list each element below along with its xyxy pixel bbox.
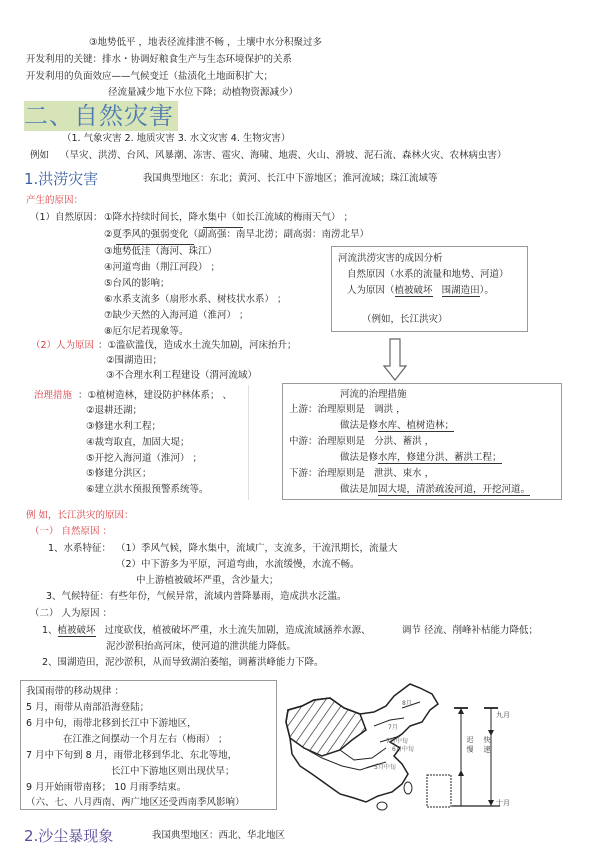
map-label-slow: 迟 慢	[466, 736, 474, 753]
causes-label: 产生的原因：	[26, 195, 84, 206]
rain-belt-line: 在江淮之间摆动一个月左右（梅雨） ；	[63, 734, 228, 745]
map-label-sep: 九月	[496, 711, 510, 719]
map-label-fast: 快 速	[483, 736, 491, 753]
rain-belt-line: 6 月中旬，雨带北移到长江中下游地区，	[26, 718, 197, 729]
yangtze-title: 例 如，长江洪灾的原因：	[26, 510, 134, 521]
yangtze-natural-label: （一） 自然原因 ：	[30, 526, 113, 537]
sandstorm-typical-regions: 我国典型地区：西北、华北地区	[152, 830, 286, 841]
rain-belt-line: 5 月，雨带从南部沿海登陆；	[26, 702, 150, 713]
rain-belt-line: （六、七、八月西南、两广地区还受西南季风影响）	[26, 797, 245, 808]
disaster-categories: （1. 气象灾害 2. 地质灾害 3. 水文灾害 4. 生物灾害）	[62, 133, 291, 144]
analysis-example: （例如，长江洪灾）	[362, 314, 448, 325]
map-label-aug: 8月	[402, 700, 412, 707]
divider	[248, 385, 249, 500]
human-causes-label: （2）人为原因	[31, 340, 95, 351]
rain-belt-line: 9 月开始雨带南移； 10 月雨季结束。	[26, 782, 187, 793]
upper-reach: 上游：治理原则是 调洪 ，	[289, 404, 406, 415]
natural-causes-label: （1）自然原因：	[30, 212, 103, 223]
underline	[203, 227, 243, 228]
intro-line: 开发利用的关键：排水・协调好粮食生产与生态环境保护的关系	[26, 54, 293, 65]
analysis-title: 河流洪涝灾害的成因分析	[338, 253, 443, 264]
map-label-jun-mid: 6月中旬	[392, 746, 414, 753]
upper-method: 做法是修水库、植树造林；	[340, 420, 455, 431]
measure-item: ⑥建立洪水预报预警系统等。	[86, 484, 209, 495]
rain-belt-map	[282, 678, 532, 813]
natural-cause-item: ②夏季风的强弱变化（副高强：南旱北涝；副高弱：南涝北旱）	[104, 229, 370, 240]
measure-item: ②退耕还湖；	[86, 405, 143, 416]
human-factor-1: 1、植被破坏 过度砍伐，植被破坏严重，水土流失加剧，造成流域涵养水源、	[42, 625, 371, 636]
flood-cause-analysis-box	[331, 246, 528, 332]
map-label-jul-mid: 7月中旬	[386, 738, 408, 745]
natural-cause-item: ①降水持续时间长，降水集中（如长江流域的梅雨天气） ；	[104, 212, 354, 223]
human-factor-1-line2: 泥沙淤积抬高河床，使河道的泄洪能力降低。	[106, 641, 297, 652]
analysis-human: 人为原因（植被破坏 围湖造田）。	[347, 285, 494, 296]
intro-line: ③地势低平 ，地表径流排泄不畅 ，土壤中水分积聚过多	[89, 37, 323, 48]
measures-label: 治理措施	[34, 390, 73, 401]
lower-method: 做法是加固大堤，清淤疏浚河道，开挖河道。	[340, 484, 531, 495]
middle-method: 做法是修水库，修建分洪、蓄洪工程；	[340, 452, 502, 463]
human-factor-2: 2、围湖造田，泥沙淤积，从而导致湖泊萎缩，调蓄洪峰能力下降。	[42, 657, 324, 668]
analysis-natural: 自然原因（水系的流量和地势、河道）	[347, 269, 509, 280]
intro-line: 径流量减少地下水位下降；动植物资源减少）	[108, 87, 299, 98]
middle-reach: 中游：治理原则是 分洪、蓄洪 ，	[289, 436, 435, 447]
human-factor-1-tail: 调节 径流、削峰补枯能力降低；	[402, 625, 539, 636]
natural-cause-item: ⑧厄尔尼若现象等。	[104, 326, 189, 337]
measure-item: ⑤修建分洪区；	[86, 468, 152, 479]
natural-cause-item: ⑤台风的影响；	[104, 278, 170, 289]
underline	[116, 244, 194, 245]
human-cause-item: ②围湖造田；	[106, 355, 163, 366]
natural-cause-item: ④河道弯曲（荆江河段） ；	[104, 262, 221, 273]
climate-feature: 3、气候特征：有些年份，气候异常，流域内普降暴雨，造成洪水泛滥。	[46, 591, 347, 602]
human-cause-item: ：①滥砍滥伐，造成水土流失加剧，河床抬升；	[98, 340, 297, 351]
intro-line: 开发利用的负面效应——气候变迁（盐渍化土地面积扩大；	[26, 71, 274, 82]
sandstorm-title: 2.沙尘暴现象	[24, 827, 114, 845]
flood-title: 1.洪涝灾害	[24, 170, 99, 188]
measure-item: ：①植树造林，建设防护林体系； 、	[78, 390, 233, 401]
flood-typical-regions: 我国典型地区：东北；黄河、长江中下游地区；淮河流域；珠江流域等	[143, 173, 438, 184]
rain-belt-line: 长江中下游地区则出现伏旱；	[111, 766, 235, 777]
river-treatment-box	[282, 383, 562, 500]
water-system-label: 1、水系特征：	[48, 543, 112, 554]
treatment-title: 河流的治理措施	[340, 389, 407, 400]
example-label: 例如	[30, 150, 50, 161]
measure-item: ④裁弯取直，加固大堤；	[86, 437, 190, 448]
natural-cause-item: ⑥水系支流多（扇形水系、树枝状水系） ；	[104, 294, 287, 305]
rain-belt-line: 7 月中下旬到 8 月，雨带北移到华北、东北等地，	[26, 750, 238, 761]
example-text: （旱灾、洪涝、台风、风暴潮、冻害、雹灾、海啸、地震、火山、滑坡、泥石流、森林火灾、农林病虫害）	[60, 150, 507, 161]
map-label-may-mid: 5月中旬	[374, 764, 396, 771]
water-system-item: 中上游植被破坏严重，含沙量大；	[136, 575, 279, 586]
map-label-oct: 十月	[496, 799, 510, 807]
lower-reach: 下游：治理原则是 泄洪、束水 ，	[289, 468, 435, 479]
natural-cause-item: ③地势低洼（海河、珠江）	[104, 246, 218, 257]
map-label-jul: 7月	[388, 724, 398, 731]
measure-item: ⑤开挖入海河道（淮河） ；	[86, 453, 203, 464]
rain-belt-title: 我国雨带的移动规律 ：	[26, 686, 125, 697]
section-title: 二、自然灾害	[24, 101, 178, 131]
yangtze-human-label: （二） 人为原因 ：	[30, 608, 113, 619]
human-cause-item: ③不合理水利工程建设（渭河流域）	[106, 370, 258, 381]
water-system-item: （2）中下游多为平原，河道弯曲，水流缓慢，水流不畅。	[116, 559, 360, 570]
down-arrow-icon	[383, 338, 407, 386]
water-system-item: （1）季风气候，降水集中，流域广，支流多，干流汛期长，流量大	[116, 543, 398, 554]
rain-belt-box	[20, 680, 277, 810]
natural-cause-item: ⑦缺少天然的入海河道（淮河） ；	[104, 310, 249, 321]
measure-item: ③修建水利工程；	[86, 421, 162, 432]
